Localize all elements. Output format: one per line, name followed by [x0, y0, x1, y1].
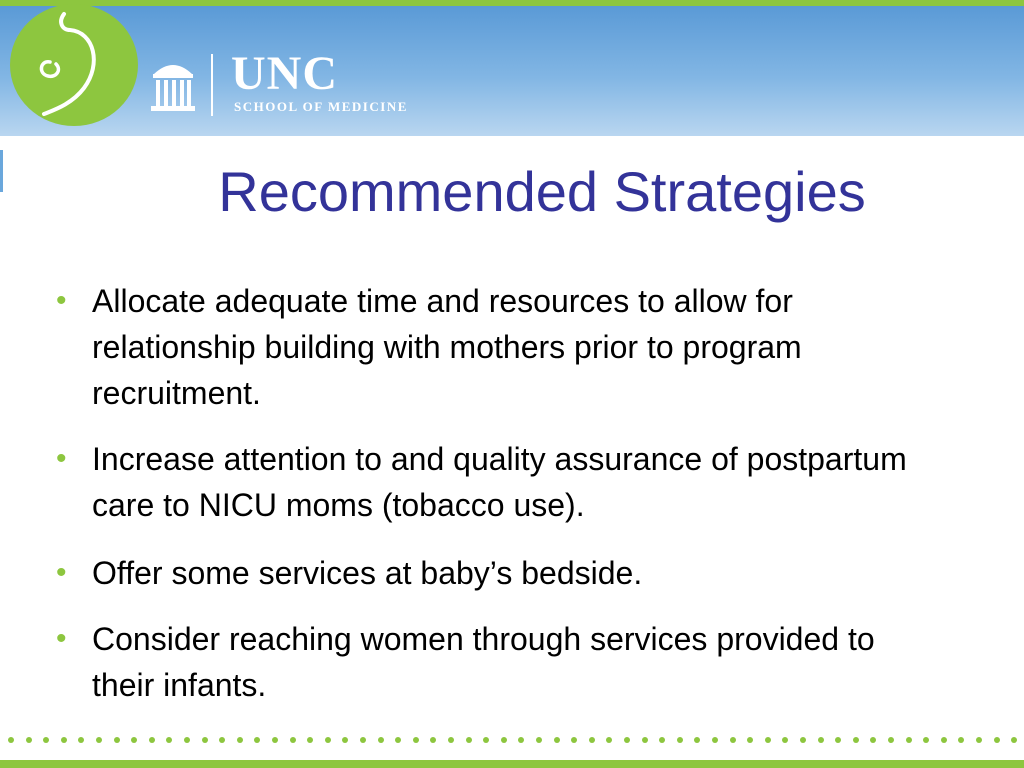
divider-dot: [536, 737, 542, 743]
divider-dot: [730, 737, 736, 743]
divider-dot: [765, 737, 771, 743]
divider-dot: [976, 737, 982, 743]
divider-dot: [430, 737, 436, 743]
divider-dot: [589, 737, 595, 743]
divider-dot: [958, 737, 964, 743]
divider-dot: [888, 737, 894, 743]
divider-dot: [659, 737, 665, 743]
divider-dot: [342, 737, 348, 743]
divider-dot: [395, 737, 401, 743]
divider-dot: [307, 737, 313, 743]
divider-dot: [290, 737, 296, 743]
divider-dot: [254, 737, 260, 743]
logo-divider: [211, 54, 213, 116]
divider-dot: [1011, 737, 1017, 743]
divider-dot: [941, 737, 947, 743]
divider-dot: [448, 737, 454, 743]
bullet-list: [56, 278, 936, 728]
divider-dot: [712, 737, 718, 743]
divider-dot: [606, 737, 612, 743]
divider-dot: [853, 737, 859, 743]
bullet-item: [56, 278, 936, 416]
divider-dot: [747, 737, 753, 743]
divider-dot: [96, 737, 102, 743]
divider-dot: [325, 737, 331, 743]
bullet-text: Consider reaching women through services provided to their infants.: [92, 621, 875, 703]
divider-dot: [149, 737, 155, 743]
divider-dot: [818, 737, 824, 743]
bullet-text: Offer some services at baby’s bedside.: [92, 555, 643, 591]
divider-dot: [272, 737, 278, 743]
logo-subtitle: SCHOOL OF MEDICINE: [234, 99, 408, 114]
bullet-item: [56, 550, 936, 596]
bullet-item: [56, 616, 936, 708]
divider-dot: [78, 737, 84, 743]
divider-dot: [835, 737, 841, 743]
divider-dot: [642, 737, 648, 743]
divider-dot: [26, 737, 32, 743]
bullet-text: Increase attention to and quality assurance of postpartum care to NICU moms (tobacco use).: [92, 441, 907, 523]
divider-dot: [782, 737, 788, 743]
bullet-marker: •: [56, 284, 67, 317]
slide-title: Recommended Strategies: [218, 160, 866, 223]
header-band: [0, 6, 1024, 136]
divider-dot: [413, 737, 419, 743]
divider-dot: [501, 737, 507, 743]
divider-dot: [554, 737, 560, 743]
divider-dot: [624, 737, 630, 743]
divider-dot: [184, 737, 190, 743]
divider-dot: [360, 737, 366, 743]
bottom-accent-bar: [0, 760, 1024, 768]
divider-dot: [694, 737, 700, 743]
divider-dot: [994, 737, 1000, 743]
divider-dot: [378, 737, 384, 743]
divider-dot: [677, 737, 683, 743]
divider-dot: [518, 737, 524, 743]
bullet-text: Allocate adequate time and resources to allow for relationship building with mothers prior to program recruitment.: [92, 283, 802, 411]
divider-dot: [114, 737, 120, 743]
bullet-marker: •: [56, 442, 67, 475]
dotted-divider: [0, 734, 1024, 748]
divider-dot: [219, 737, 225, 743]
divider-dot: [43, 737, 49, 743]
divider-dot: [131, 737, 137, 743]
divider-dot: [166, 737, 172, 743]
divider-dot: [923, 737, 929, 743]
divider-dot: [466, 737, 472, 743]
divider-dot: [8, 737, 14, 743]
bullet-item: [56, 436, 936, 528]
divider-dot: [483, 737, 489, 743]
divider-dot: [906, 737, 912, 743]
divider-dot: [800, 737, 806, 743]
divider-dot: [870, 737, 876, 743]
divider-dot: [237, 737, 243, 743]
old-well-icon: [148, 54, 198, 114]
bullet-marker: •: [56, 556, 67, 589]
divider-dot: [571, 737, 577, 743]
bullet-marker: •: [56, 622, 67, 655]
logo-name: UNC: [231, 47, 338, 100]
mother-and-child-swirl-icon: [10, 4, 138, 126]
divider-dot: [202, 737, 208, 743]
divider-dot: [61, 737, 67, 743]
